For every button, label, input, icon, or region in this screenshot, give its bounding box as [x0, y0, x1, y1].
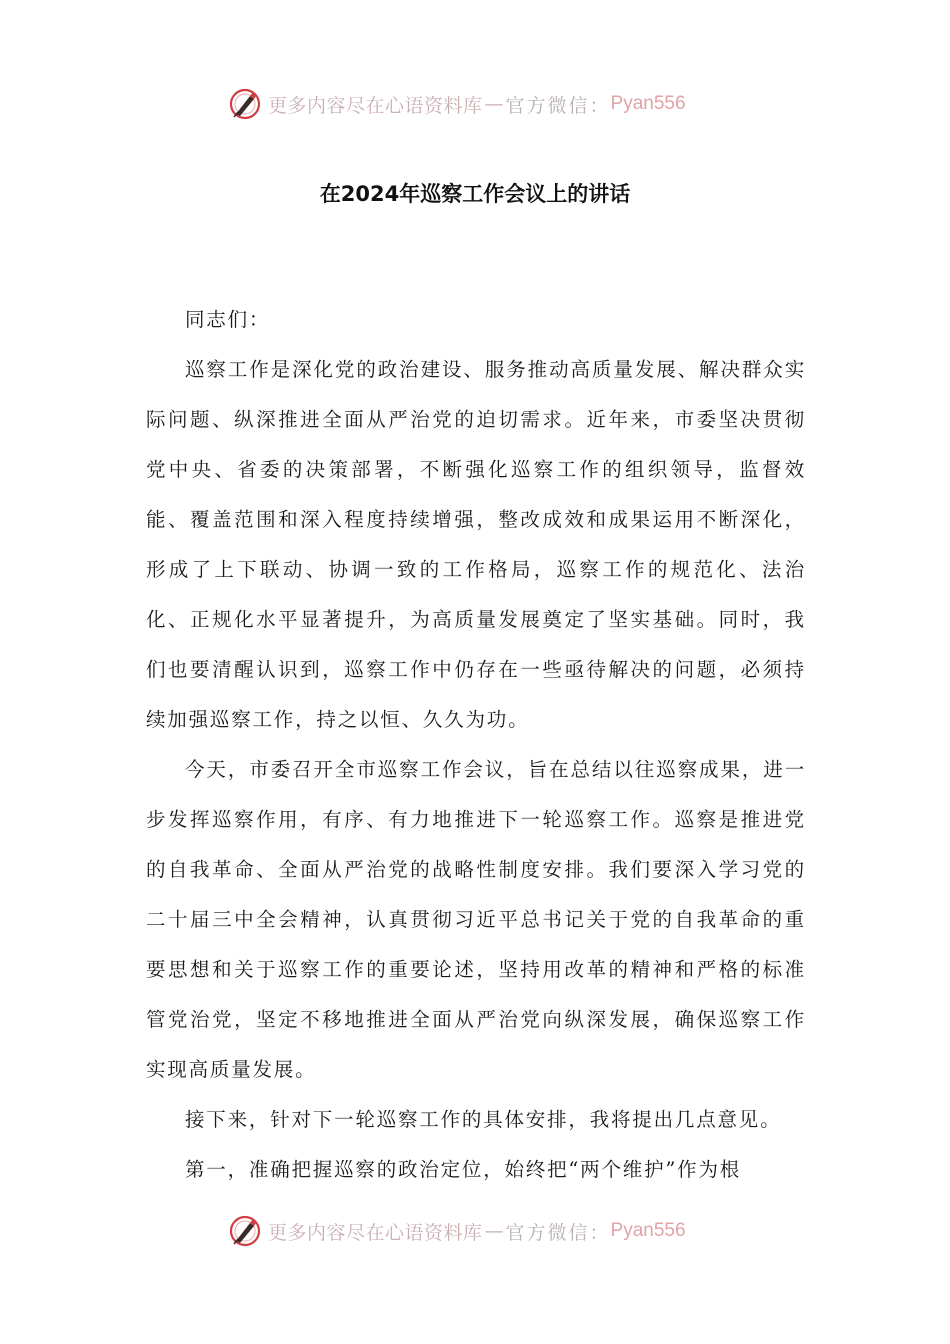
watermark-wechat-label: 官方微信：: [505, 1221, 611, 1244]
watermark-wechat-id: Pyan556: [610, 93, 686, 114]
watermark-wechat-id: Pyan556: [610, 1220, 686, 1241]
document-title: 在2024年巡察工作会议上的讲话: [319, 182, 631, 206]
watermark-separator: —: [484, 1220, 504, 1242]
watermark-tagline: 更多内容尽在心语资料库: [268, 94, 483, 117]
body-paragraph: 第一，准确把握巡察的政治定位，始终把“两个维护”作为根: [185, 1158, 742, 1181]
body-paragraph: 今天，市委召开全市巡察工作会议，旨在总结以往巡察成果，进一步发挥巡察作用，有序、有力地推进下一轮巡察工作。巡察是推进党的自我革命、全面从严治党的战略性制度安排。我们要深入学习党的二十届三中全会精神，认真贯彻习近平总书记关于党的自我革命的重要思想和关于巡察工作的重要论述，坚持用改革的精神和严格的标准管党治党，坚定不移地推进全面从严治党向纵深发展，确保巡察工作实现高质量发展。: [146, 758, 806, 1081]
body-paragraph: 巡察工作是深化党的政治建设、服务推动高质量发展、解决群众实际问题、纵深推进全面从严治党的迫切需求。近年来，市委坚决贯彻党中央、省委的决策部署，不断强化巡察工作的组织领导，监督效能、覆盖范围和深入程度持续增强，整改成效和成果运用不断深化，形成了上下联动、协调一致的工作格局，巡察工作的规范化、法治化、正规化水平显著提升，为高质量发展奠定了坚实基础。同时，我们也要清醒认识到，巡察工作中仍存在一些亟待解决的问题，必须持续加强巡察工作，持之以恒、久久为功。: [146, 358, 806, 731]
watermark-tagline: 更多内容尽在心语资料库: [268, 1221, 483, 1244]
watermark-separator: —: [484, 93, 504, 115]
footer-watermark-banner: [228, 1211, 686, 1251]
quill-pen-logo-icon: [228, 87, 262, 121]
document-body: [146, 295, 806, 1195]
watermark-wechat-label: 官方微信：: [505, 94, 611, 117]
header-watermark-banner: [228, 84, 686, 124]
salutation-paragraph: 同志们：: [185, 308, 271, 331]
body-paragraph: 接下来，针对下一轮巡察工作的具体安排，我将提出几点意见。: [185, 1108, 782, 1131]
quill-pen-logo-icon: [228, 1214, 262, 1248]
